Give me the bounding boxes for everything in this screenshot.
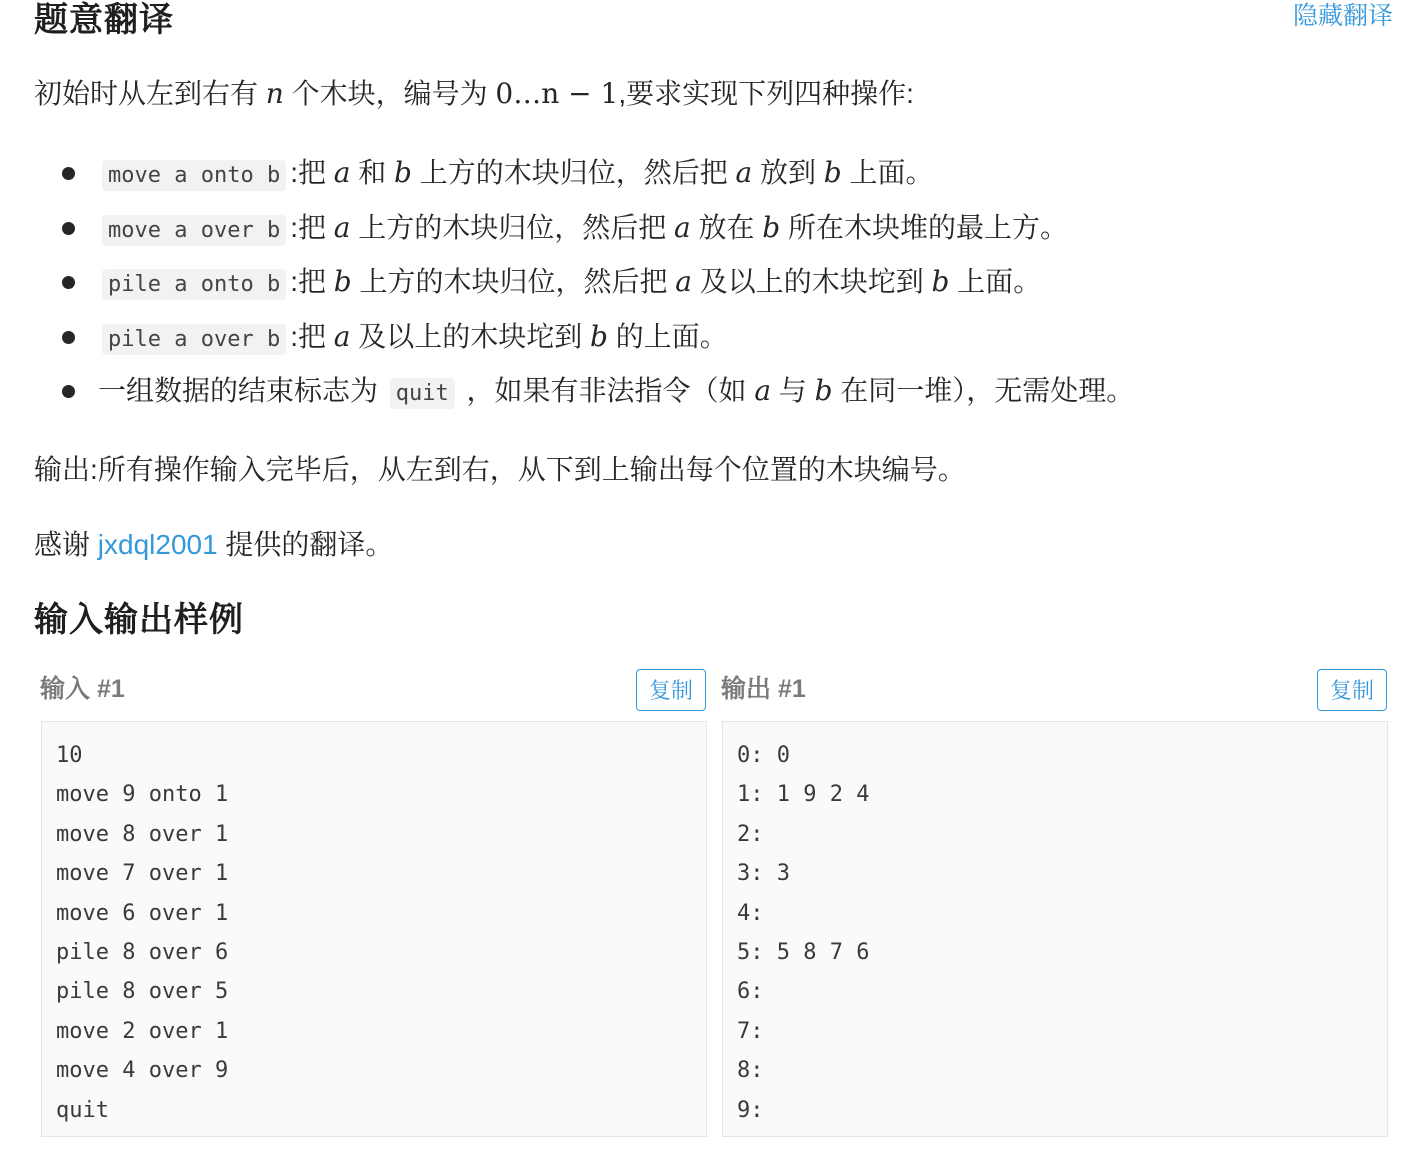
math-n: n: [265, 77, 284, 110]
input-line: move 9 onto 1: [56, 782, 229, 808]
op-text: 与: [771, 375, 815, 406]
op-text: :把: [290, 320, 334, 352]
op-text: 上方的木块归位，然后把: [411, 157, 736, 188]
output-label: 输出 #1: [721, 675, 806, 703]
math-var: a: [674, 210, 691, 244]
op-text: 和: [350, 157, 395, 188]
op-text: 在同一堆），无需处理。: [832, 375, 1135, 406]
output-line: 7:: [737, 1018, 764, 1044]
operation-item: [60, 205, 1134, 260]
op-text: 所在木块堆的最上方。: [780, 211, 1068, 243]
op-text: 上方的木块归位，然后把: [351, 266, 676, 297]
math-range: 0…n − 1: [495, 77, 619, 110]
math-var: b: [814, 374, 833, 407]
operations-list: [60, 150, 1134, 423]
input-line: 10: [56, 743, 83, 768]
math-var: a: [333, 210, 351, 244]
inline-code: move a over b: [102, 215, 286, 246]
math-var: a: [675, 265, 692, 298]
op-text: 的上面。: [607, 320, 728, 352]
math-var: b: [590, 319, 608, 353]
input-label: 输入 #1: [40, 675, 125, 703]
intro-part: ,要求实现下列四种操作:: [618, 78, 914, 109]
op-text: ，如果有非法指令（如: [458, 375, 755, 406]
op-text: 及以上的木块坨到: [691, 266, 932, 297]
thanks-suffix: 提供的翻译。: [217, 529, 394, 560]
output-line: 5: 5 8 7 6: [737, 939, 870, 965]
output-line: 2:: [737, 821, 764, 847]
bullet-icon: [62, 331, 75, 344]
translation-title: 题意翻译: [34, 1, 174, 39]
math-var: b: [394, 156, 412, 189]
samples-title: 输入输出样例: [34, 601, 244, 639]
input-line: move 2 over 1: [56, 1018, 229, 1044]
math-var: a: [754, 374, 772, 407]
math-var: b: [762, 210, 781, 244]
thanks-prefix: 感谢: [34, 529, 98, 560]
op-text: :把: [290, 157, 334, 188]
op-text: :把: [290, 266, 334, 297]
input-line: move 7 over 1: [56, 861, 229, 887]
op-text: :把: [290, 211, 334, 243]
output-line: 4:: [737, 900, 764, 926]
translator-user-link[interactable]: jxdql2001: [97, 529, 218, 560]
math-var: a: [735, 156, 753, 189]
output-line: 3: 3: [737, 861, 790, 887]
output-line: 8:: [737, 1058, 764, 1084]
input-line: move 4 over 9: [56, 1058, 229, 1084]
op-text: 放到: [752, 157, 824, 188]
output-line: 6:: [737, 979, 764, 1005]
math-var: b: [333, 265, 352, 298]
output-description: 输出:所有操作输入完毕后，从左到右，从下到上输出每个位置的木块编号。: [34, 454, 966, 485]
sample-input-box[interactable]: [41, 721, 707, 1137]
op-text: 一组数据的结束标志为: [98, 375, 386, 406]
input-line: move 8 over 1: [56, 821, 229, 847]
operation-item: [60, 259, 1134, 314]
copy-input-button[interactable]: 复制: [636, 669, 706, 711]
op-text: 上面。: [949, 266, 1042, 297]
input-line: pile 8 over 5: [56, 979, 229, 1005]
operation-item: [60, 150, 1134, 205]
intro-part: 初始时从左到右有: [34, 78, 266, 109]
bullet-icon: [62, 385, 75, 398]
inline-code: quit: [390, 378, 455, 409]
copy-output-button[interactable]: 复制: [1317, 669, 1387, 711]
operation-item: [60, 368, 1134, 423]
output-line: 0: 0: [737, 743, 790, 768]
inline-code: pile a over b: [102, 324, 286, 355]
bullet-icon: [62, 167, 75, 180]
math-var: a: [333, 319, 351, 353]
intro-part: 个木块，编号为: [283, 78, 496, 109]
inline-code: move a onto b: [102, 160, 286, 191]
thanks-text: [34, 525, 393, 565]
op-text: 放在: [690, 211, 763, 243]
input-line: pile 8 over 6: [56, 939, 229, 965]
input-line: quit: [56, 1097, 109, 1123]
input-line: move 6 over 1: [56, 900, 229, 926]
sample-output-box[interactable]: [722, 721, 1388, 1137]
output-line: 9:: [737, 1097, 764, 1123]
op-text: 及以上的木块坨到: [350, 320, 591, 352]
intro-text: [34, 74, 914, 114]
bullet-icon: [62, 222, 75, 235]
hide-translation-link[interactable]: 隐藏翻译: [1292, 2, 1393, 30]
inline-code: pile a onto b: [102, 269, 286, 300]
output-line: 1: 1 9 2 4: [737, 782, 870, 808]
bullet-icon: [62, 276, 75, 289]
operation-item: [60, 314, 1134, 369]
math-var: b: [823, 156, 842, 189]
op-text: 上面。: [841, 157, 934, 188]
op-text: 上方的木块归位，然后把: [350, 211, 675, 243]
math-var: a: [333, 156, 351, 189]
math-var: b: [931, 265, 950, 298]
